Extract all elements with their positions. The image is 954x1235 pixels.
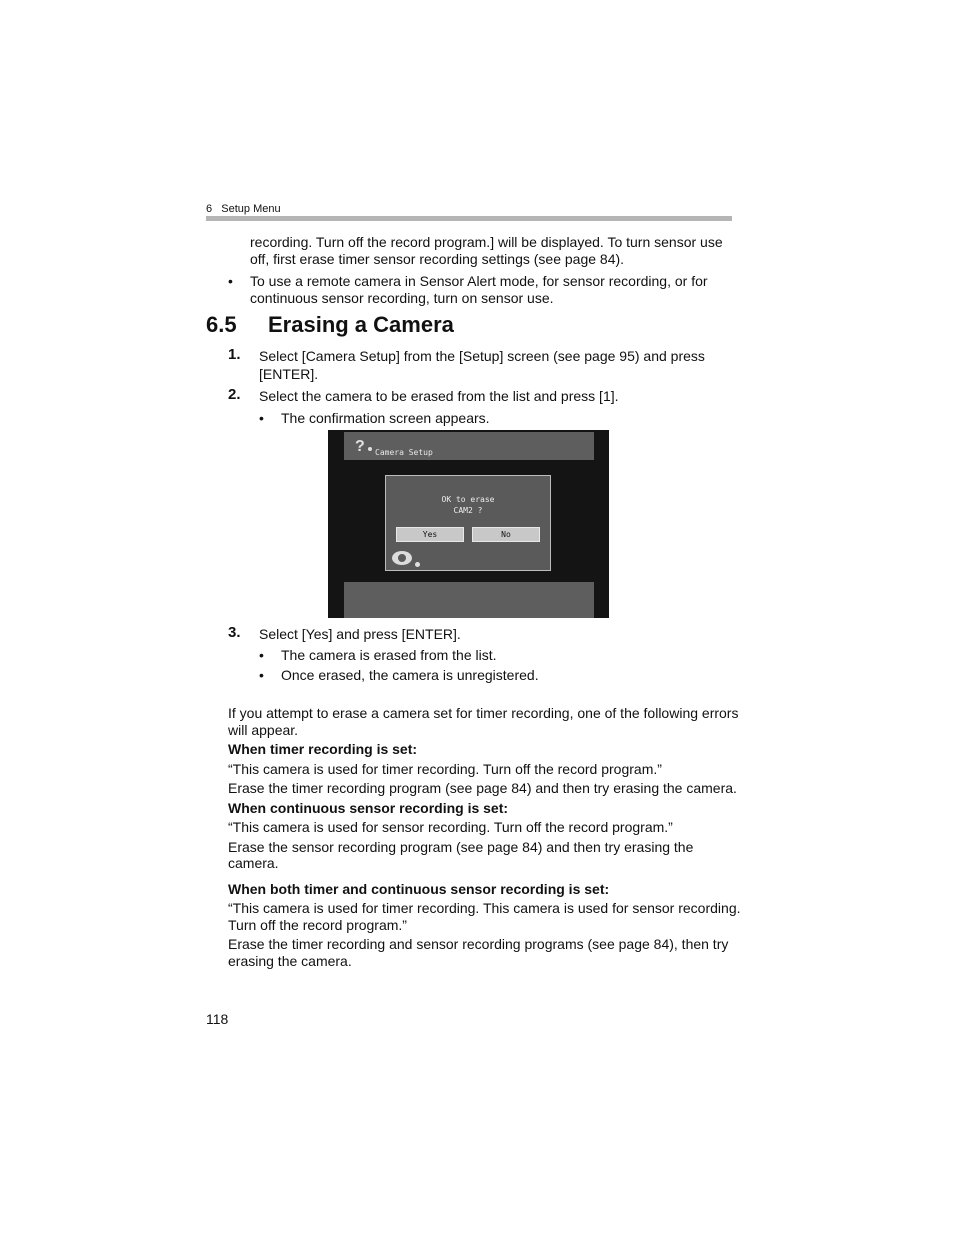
- note-timer-quote: “This camera is used for timer recording. Turn off the record program.”: [228, 761, 662, 777]
- pad-indicator-dot: [415, 562, 420, 567]
- step-3-text: Select [Yes] and press [ENTER].: [259, 626, 461, 642]
- bullet-marker: •: [228, 273, 233, 289]
- section-title: Erasing a Camera: [268, 312, 454, 337]
- note-sensor-action-line-1: Erase the sensor recording program (see page 84) and then try erasing the: [228, 839, 694, 855]
- screen-title: Camera Setup: [375, 448, 433, 457]
- camera-setup-screenshot: [328, 430, 609, 618]
- bullet-marker: •: [259, 410, 264, 426]
- notes-intro-line-1: If you attempt to erase a camera set for timer recording, one of the following errors: [228, 705, 739, 721]
- confirm-message-line-1: OK to erase: [441, 495, 495, 504]
- running-header: [206, 203, 281, 215]
- step-3-number: 3.: [228, 624, 241, 641]
- bullet-marker: •: [259, 647, 264, 663]
- screen-status-bar: [344, 582, 594, 618]
- note-both-action-line-2: erasing the camera.: [228, 953, 352, 969]
- yes-button[interactable]: Yes: [396, 527, 464, 542]
- notes-intro-line-2: will appear.: [228, 722, 299, 738]
- note-both-quote-line-1: “This camera is used for timer recording. This camera is used for sensor recording.: [228, 900, 741, 916]
- note-both-action-line-1: Erase the timer recording and sensor recording programs (see page 84), then try: [228, 936, 729, 952]
- confirm-dialog: [385, 475, 551, 571]
- note-heading-timer: When timer recording is set:: [228, 741, 418, 757]
- step-3-bullet-2: Once erased, the camera is unregistered.: [281, 667, 539, 683]
- intro-bullet-line-1: To use a remote camera in Sensor Alert mode, for sensor recording, or for: [250, 273, 708, 289]
- remote-control-pad-icon: [392, 551, 412, 565]
- header-rule: [206, 216, 732, 221]
- step-1-line-2: [ENTER].: [259, 366, 319, 382]
- note-heading-both: When both timer and continuous sensor recording is set:: [228, 881, 610, 897]
- step-2-bullet: The confirmation screen appears.: [281, 410, 490, 426]
- step-3-bullet-1: The camera is erased from the list.: [281, 647, 497, 663]
- step-1-number: 1.: [228, 346, 241, 363]
- intro-bullet-line-2: continuous sensor recording, turn on sensor use.: [250, 290, 554, 306]
- step-2-number: 2.: [228, 386, 241, 403]
- confirm-message-line-2: CAM2 ?: [453, 506, 483, 515]
- setup-icon: ?: [355, 438, 365, 455]
- page-number: 118: [206, 1011, 229, 1027]
- setup-icon-dot: [368, 447, 372, 451]
- note-sensor-quote: “This camera is used for sensor recording. Turn off the record program.”: [228, 819, 673, 835]
- step-1-line-1: Select [Camera Setup] from the [Setup] screen (see page 95) and press: [259, 348, 705, 364]
- note-both-quote-line-2: Turn off the record program.”: [228, 917, 407, 933]
- bullet-marker: •: [259, 667, 264, 683]
- chapter-title: Setup Menu: [221, 203, 281, 215]
- pad-center: [398, 554, 406, 562]
- chapter-number: 6: [206, 203, 213, 215]
- intro-line-2: off, first erase timer sensor recording settings (see page 84).: [250, 251, 625, 267]
- note-timer-action: Erase the timer recording program (see page 84) and then try erasing the camera.: [228, 780, 737, 796]
- step-2-text: Select the camera to be erased from the list and press [1].: [259, 388, 619, 404]
- intro-line-1: recording. Turn off the record program.] will be displayed. To turn sensor use: [250, 234, 723, 250]
- note-sensor-action-line-2: camera.: [228, 855, 279, 871]
- no-button[interactable]: No: [472, 527, 540, 542]
- note-heading-sensor: When continuous sensor recording is set:: [228, 800, 509, 816]
- section-number: 6.5: [206, 312, 237, 337]
- screen-title-bar: [344, 432, 594, 460]
